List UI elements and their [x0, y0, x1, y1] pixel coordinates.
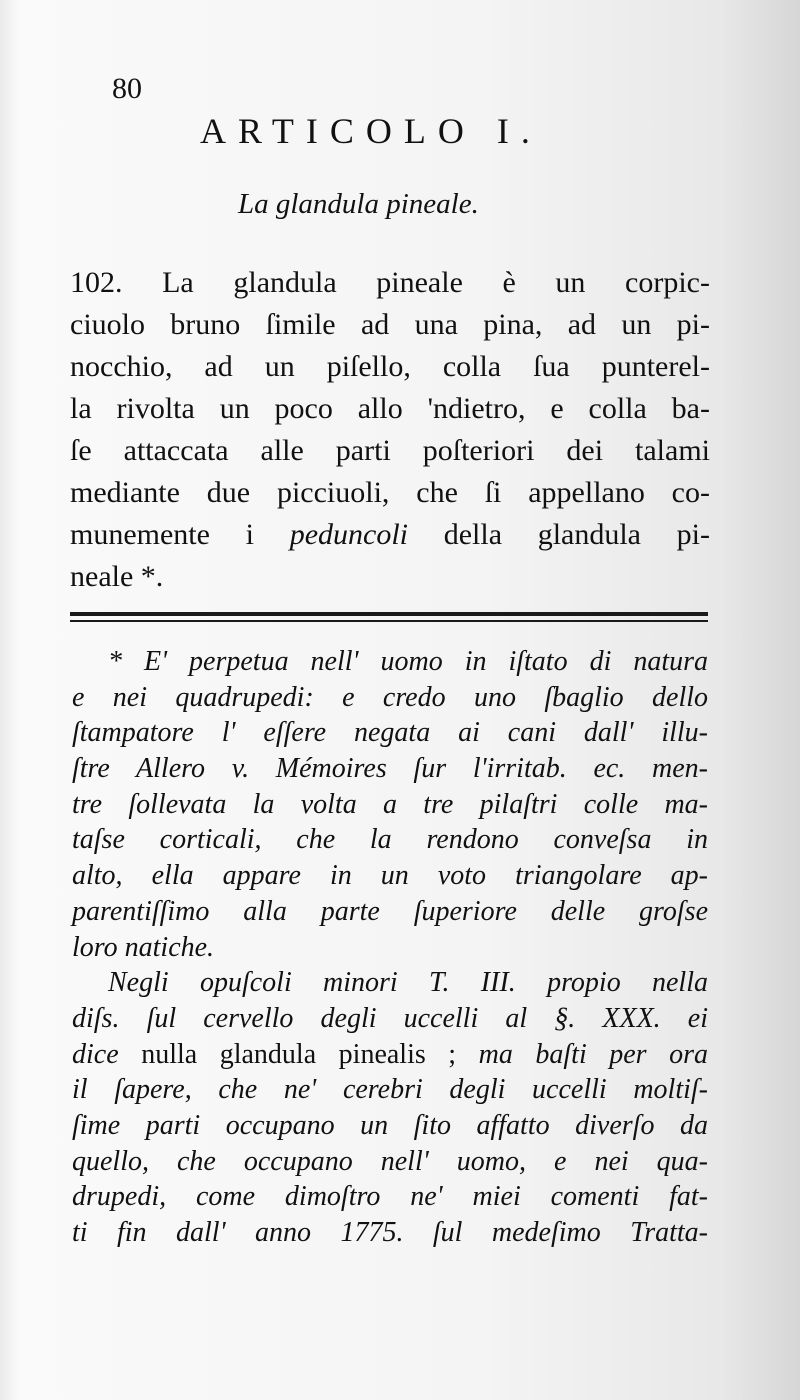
paragraph-line: 102. La glandula pineale è un corpic- — [70, 266, 710, 299]
separator-rule-thick — [70, 612, 708, 616]
footnote-text: ma baſti per ora — [478, 1038, 709, 1070]
footnote-line: quello, che occupano nell' uomo, e nei qua- — [72, 1145, 708, 1177]
page-number: 80 — [112, 72, 142, 105]
section-subtitle: La glandula pineale. — [238, 188, 479, 220]
footnote-line: il ſapere, che ne' cerebri degli uccelli moltiſ- — [72, 1074, 708, 1106]
footnote-line: Negli opuſcoli minori T. III. propio nella — [108, 967, 708, 999]
footnote-line: taſse corticali, che la rendono conveſsa in — [72, 824, 708, 856]
paragraph-text: della glandula pi- — [443, 518, 711, 551]
footnote — [72, 644, 708, 1251]
italic-term: peduncoli — [289, 518, 408, 551]
footnote-line: alto, ella appare in un voto triangolare ap- — [72, 860, 708, 892]
footnote-line: e nei quadrupedi: e credo uno ſbaglio dello — [72, 681, 708, 713]
footnote-line: tre ſollevata la volta a tre pilaſtri colle ma- — [72, 788, 708, 820]
footnote-line: parentiſſimo alla parte ſuperiore delle groſse — [72, 895, 708, 927]
paragraph-line: nocchio, ad un piſello, colla ſua punterel- — [70, 350, 710, 383]
latin-quote: nulla glandula pinealis ; — [141, 1038, 457, 1070]
footnote-line: ſtre Allero v. Mémoires ſur l'irritab. ec. men- — [72, 753, 708, 785]
footnote-line: * E' perpetua nell' uomo in iſtato di natura — [108, 646, 708, 677]
paragraph-line: mediante due picciuoli, che ſi appellano co- — [70, 476, 710, 509]
footnote-line: ſime parti occupano un ſito affatto diverſo da — [72, 1109, 708, 1141]
main-paragraph — [70, 262, 710, 598]
footnote-line: ſtampatore l' eſſere negata ai cani dall' illu- — [72, 717, 708, 749]
footnote-separator — [70, 612, 708, 622]
paragraph-line: ſe attaccata alle parti poſteriori dei talami — [70, 434, 710, 467]
paragraph-line: ciuolo bruno ſimile ad una pina, ad un pi- — [70, 308, 710, 341]
footnote-line: drupedi, come dimoſtro ne' miei comenti fat- — [72, 1181, 708, 1213]
footnote-line: diſs. ſul cervello degli uccelli al §. XXX. ei — [72, 1002, 708, 1034]
paragraph-text: munemente i — [70, 518, 254, 551]
paragraph-line: la rivolta un poco allo 'ndietro, e colla ba- — [70, 392, 710, 425]
page-gutter-shadow — [0, 0, 18, 1400]
section-title: ARTICOLO I. — [200, 111, 542, 151]
footnote-line: ti fin dall' anno 1775. ſul medeſimo Tratta- — [72, 1217, 708, 1248]
footnote-line: loro natiche. — [72, 931, 215, 963]
paragraph-line: neale *. — [70, 560, 164, 593]
paragraph-line — [70, 514, 710, 556]
separator-rule-thin — [70, 620, 708, 622]
footnote-text: dice — [72, 1038, 119, 1070]
footnote-line — [72, 1037, 708, 1073]
